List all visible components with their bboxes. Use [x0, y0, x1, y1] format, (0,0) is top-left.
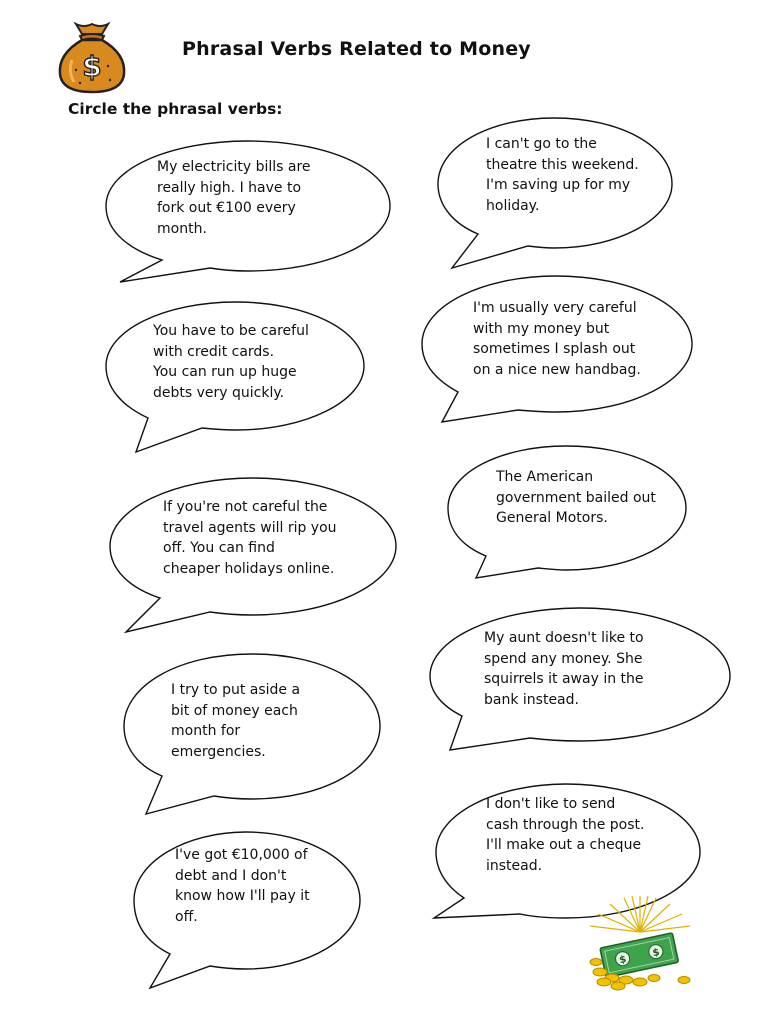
- bubble-text-10: I don't like to send cash through the post. I'll make out a cheque instead.: [486, 796, 645, 874]
- svg-text:$: $: [618, 954, 628, 967]
- bubble-text-4: I'm usually very careful with my money but sometimes I splash out on a nice new handbag.: [473, 300, 641, 378]
- bubble-text-5: If you're not careful the travel agents will rip you off. You can find cheaper holidays online.: [163, 499, 337, 577]
- svg-text:$: $: [651, 947, 661, 960]
- bubble-text-7: I try to put aside a bit of money each month for emergencies.: [171, 682, 301, 760]
- cash-and-coins-icon: [580, 892, 700, 992]
- bubble-text-2: I can't go to the theatre this weekend. I'm saving up for my holiday.: [486, 136, 639, 214]
- svg-text:$: $: [82, 50, 102, 83]
- page-title: Phrasal Verbs Related to Money: [182, 38, 531, 60]
- bubble-text-8: My aunt doesn't like to spend any money. She squirrels it away in the bank instead.: [484, 630, 644, 708]
- bubble-text-6: The American government bailed out General Motors.: [496, 469, 656, 526]
- bubble-text-9: I've got €10,000 of debt and I don't know how I'll pay it off.: [175, 847, 310, 925]
- bubble-text-1: My electricity bills are really high. I have to fork out €100 every month.: [157, 159, 311, 237]
- bubble-text-3: You have to be careful with credit cards. You can run up huge debts very quickly.: [153, 323, 309, 401]
- instruction-text: Circle the phrasal verbs:: [68, 100, 283, 118]
